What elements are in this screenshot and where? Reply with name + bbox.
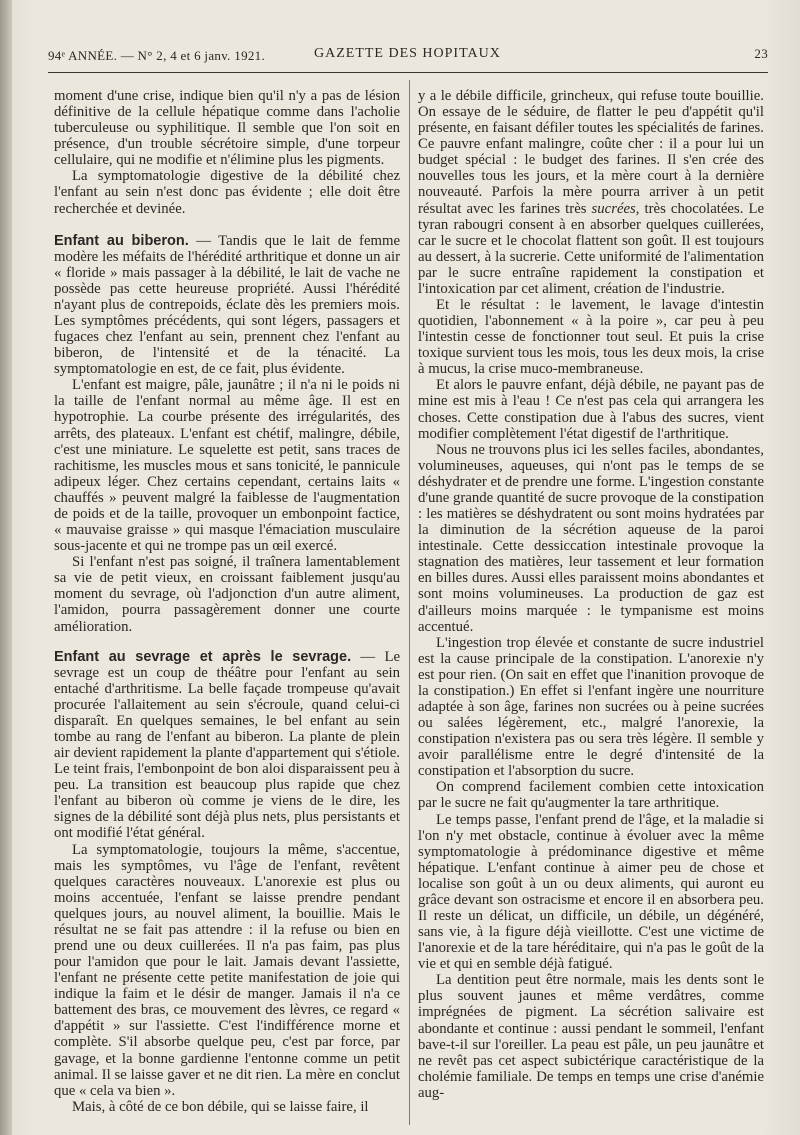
paragraph: Et alors le pauvre enfant, déjà débile, ne payant pas de mine est mis à l'eau ! Ce n'est pas cela qui arrangera les choses. Cette constipation due à l'abus des sucres, vient modifier complètement l'état digestif de l'arthritique. [418, 377, 764, 442]
paragraph: Si l'enfant n'est pas soigné, il traînera lamentablement sa vie de petit vieux, en croissant faiblement jusqu'au moment du sevrage, où l'adjonction d'un autre aliment, l'amidon, pourra passagèrement donner une courte amélioration. [54, 554, 400, 635]
right-column [418, 88, 764, 1101]
left-column [54, 88, 400, 1115]
paragraph: La symptomatologie, toujours la même, s'accentue, mais les symptômes, vu l'âge de l'enfant, revêtent quelques caractères nouveaux. L'anorexie est plus ou moins accentuée, l'enfant se laisse prendre pendant quelques jours, au nouvel aliment, la bouillie. Mais le résultat ne se fait pas attendre : il la refuse ou bien en prend une ou deux cuillerées. Il n'a pas faim, pas plus pour l'amidon que pour le lait. Jamais devant l'assiette, l'enfant ne présente cette petite manifestation de joie qui indique la faim et le désir de manger. Jamais il n'a ce battement des bras, ce mouvement des lèvres, ce regard « d'appétit » sur l'assiette. C'est l'indifférence morne et complète. S'il absorbe quelque peu, c'est par force, par gavage, et la bonne gardienne l'entonne comme un petit animal. Il se laisse gaver et ne dit rien. La mère en conclut que « cela va bien ». [54, 841, 400, 1099]
paragraph-text: — Tandis que le lait de femme modère les méfaits de l'hérédité arthritique et donne un air « floride » mais passager à la débilité, le lait de vache ne possède pas cette heureuse propriété. Aussi l'hérédité n'ayant plus de contrepoids, éclate dès les premiers mois. Les symptômes précédents, qui sont légers, passagers et fugaces chez l'enfant au sein, prennent chez l'enfant au biberon, de l'intensité et de la ténacité. La symptomatologie en est, de ce fait, plus évidente. [54, 232, 400, 378]
section-heading: Enfant au biberon. [54, 232, 189, 249]
issue-info: 94ᵉ ANNÉE. — N° 2, 4 et 6 janv. 1921. [48, 48, 266, 63]
section-paragraph [54, 233, 400, 378]
paragraph-text: y a le débile difficile, grincheux, qui refuse toute bouillie. On essaye de le séduire, de flatter le peu d'appétit qu'il présente, en faisant défiler toutes les spécialités de farines. Ce pauvre enfant malingre, coûte cher : il a pour lui un budget spécial : le budget des farines. Il s'en crée des nouvelles tous les jours, et la mère court à la dernière nouveauté. Parfois la mère pourra arriver à un petit résultat avec les farines très [418, 88, 764, 217]
paragraph-text: , très chocolatées. Le tyran rabougri consent à en absorber quelques cuillerées, car le sucre et le chocolat flattent son goût. Il est toujours au dessert, à la sucrerie. Cette uniformité de l'alimentation par le sucre entraîne rapidement la constipation et l'intoxication par cet aliment, création de l'industrie. [418, 200, 764, 297]
paragraph: L'enfant est maigre, pâle, jaunâtre ; il n'a ni le poids ni la taille de l'enfant normal au même âge. Il est en hypotrophie. La courbe présente des irrégularités, des arrêts, des plateaux. L'enfant est chétif, malingre, débile, c'est une miniature. Le squelette est petit, sans traces de rachitisme, les muscles mous et sans tonicité, le pannicule adipeux léger. Chez certains cependant, certains laits « chauffés » peuvent malgré la faiblesse de l'augmentation de poids et de la taille, provoquer un embonpoint factice, « mauvaise graisse » qui masque l'émaciation musculaire sous-jacente et qui ne trompe pas un œil exercé. [54, 377, 400, 555]
paragraph: Mais, à côté de ce bon débile, qui se laisse faire, il [72, 1098, 369, 1115]
paragraph: La dentition peut être normale, mais les dents sont le plus souvent jaunes et même verdâtres, comme imprégnées de pigment. La sécrétion salivaire est abondante et continue : aussi pendant le sommeil, l'enfant bave-t-il sur l'oreiller. La peau est pâle, un peu jaunâtre et ne revêt pas cet aspect subictérique caractéristique de la cholémie familiale. De temps en temps une crise d'anémie aug- [418, 972, 764, 1101]
paragraph: moment d'une crise, indique bien qu'il n'y a pas de lésion définitive de la cellule hépatique comme dans l'acholie tuberculeuse ou syphilitique. Il semble que l'on soit en présence, d'un trouble sécrétoire simple, d'une torpeur cellulaire, qui ne modifie et n'élimine plus les pigments. [54, 88, 400, 169]
section-paragraph [54, 649, 400, 842]
column-divider [409, 80, 410, 1125]
paragraph-text: — Le sevrage est un coup de théâtre pour l'enfant au sein entaché d'arthritisme. La belle façade trompeuse qu'avait procurée l'allaitement au sein s'écroule, quand celui-ci disparaît. En quelques semaines, le bel enfant au sein tombe au rang de l'enfant au biberon. La plante de plein air devient rapidement la plante d'appartement qui s'étiole. Le teint frais, l'embonpoint de bon aloi disparaissent peu à peu. La transition est beaucoup plus rapide que chez l'enfant au biberon où comme je viens de le dire, les signes de la débilité sont déjà plus nets, plus persistants et ont modifié l'état général. [54, 648, 400, 842]
paragraph: Nous ne trouvons plus ici les selles faciles, abondantes, volumineuses, aqueuses, qui n'ont pas le temps de se déshydrater et de prendre une forme. L'ingestion constante d'une grande quantité de sucre provoque de la constipation : les matières se déshydratent ou sont moins hydratées par la diminution de la sécrétion aqueuse de la paroi intestinale. Cette dessiccation intestinale provoque la stagnation des matières, leur tassement et leur formation en billes dures. Aussi elles paraissent moins abondantes et sont moins volumineuses. La production de gaz est d'ailleurs moins marquée : le tympanisme est moins accentué. [418, 441, 764, 635]
paragraph: La symptomatologie digestive de la débilité chez l'enfant au sein n'est donc pas évidente ; elle doit être recherchée et devinée. [54, 168, 400, 217]
journal-title: GAZETTE DES HOPITAUX [314, 46, 501, 61]
binding-edge [0, 0, 12, 1135]
paragraph: L'ingestion trop élevée et constante de sucre industriel est la cause principale de la constipation. L'anorexie n'y est pour rien. (On sait en effet que l'inanition provoque de la constipation.) En effet si l'enfant ingère une nourriture adaptée à son âge, farines non sucrées ou à peine sucrées ou salées légèrement, etc., malgré l'anorexie, la constipation n'existera pas ou sera très légère. Il semble y avoir parallélisme entre le degré d'intensité de la constipation et l'absorption du sucre. [418, 634, 764, 780]
page-number: 23 [754, 46, 768, 61]
paragraph [418, 88, 764, 297]
paragraph: Et le résultat : le lavement, le lavage d'intestin quotidien, l'abonnement « à la poire », car peu à peu l'intestin cesse de fonctionner tout seul. Et puis la crise toxique survient tous les mois, tous les deux mois, la crise à mucus, la crise muco-membraneuse. [418, 297, 764, 378]
section-heading: Enfant au sevrage et après le sevrage. [54, 648, 352, 665]
page-header [48, 44, 768, 66]
paragraph: On comprend facilement combien cette intoxication par le sucre ne fait qu'augmenter la tare arthritique. [418, 779, 764, 812]
emphasis: sucrées [591, 200, 636, 217]
header-rule [48, 72, 768, 73]
paragraph: Le temps passe, l'enfant prend de l'âge, et la maladie si l'on n'y met obstacle, continue à évoluer avec la même symptomatologie à prédominance digestive et même hépatique. L'enfant continue à aimer peu de chose et localise son goût à un ou deux aliments, qui auront eu grâce devant son ostracisme et encore il en absorbera peu. Il reste un délicat, un difficile, un débile, un dégénéré, sans vie, à la figure déjà vieillotte. C'est une victime de l'anorexie et de la tare héréditaire, qui n'a pas le goût de la vie et qui en semble déjà fatigué. [418, 811, 764, 973]
